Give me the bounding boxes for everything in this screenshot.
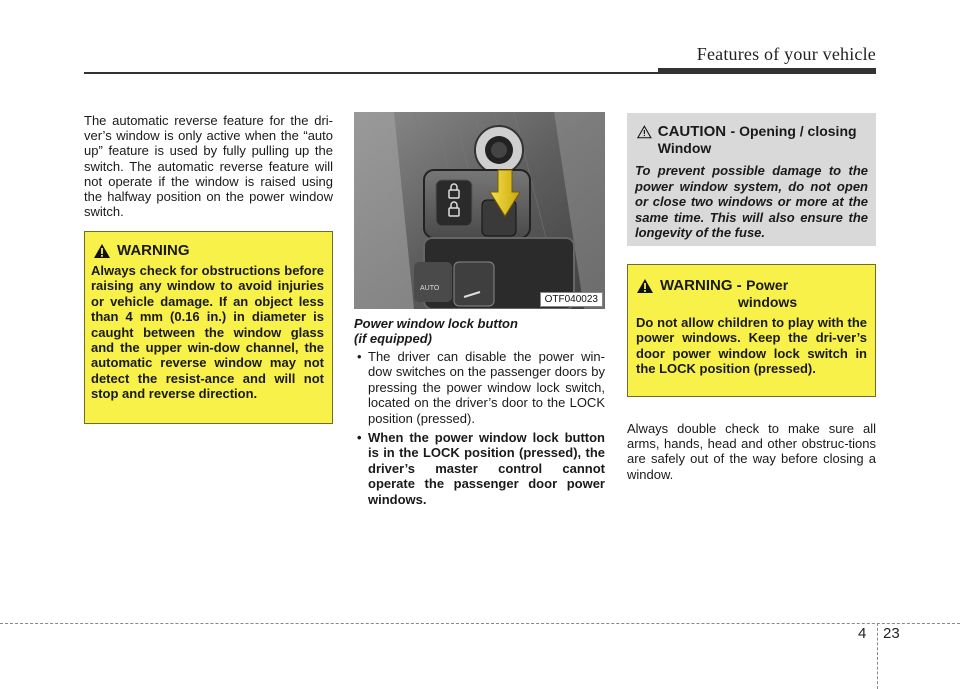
warning-title [93, 242, 324, 259]
caution-title-main: CAUTION [657, 123, 727, 140]
footer-divider [877, 623, 878, 689]
caution-triangle-icon [637, 124, 652, 140]
figure-id: OTF040023 [540, 292, 603, 307]
svg-text:AUTO: AUTO [420, 285, 440, 292]
double-check-paragraph: Always double check to make sure all arms, hands, head and other obstruc-tions are safely out of the way before closing a window. [627, 421, 876, 482]
caution-title-sub: - Opening / closing Window [657, 123, 857, 156]
warning2-title-sub-1: Power [746, 277, 789, 293]
auto-reverse-paragraph: The automatic reverse feature for the dri-ver’s window is only active when the “auto up” feature is used by fully pulling up the switch. The automatic reverse feature will not operate if the window is raised using the halfway position on the power window switch. [84, 113, 333, 220]
warning2-title-main: WARNING - [660, 277, 742, 294]
caution-text: To prevent possible damage to the power window system, do not open or close two windows or more at the same time. This will also ensure the longevity of the fuse. [635, 163, 868, 240]
door-panel-illustration [354, 112, 605, 309]
footer-rule [0, 623, 960, 624]
bullet-disable-switches: • The driver can disable the power win-dow switches on the passenger doors by pressing the power window lock switch, located on the driver’s door to the LOCK position (pressed). [354, 349, 605, 426]
power-window-lock-photo [354, 112, 605, 309]
warning-triangle-icon [636, 278, 654, 294]
caution-title [635, 123, 868, 157]
page-number: 23 [883, 625, 900, 642]
section-title: Features of your vehicle [696, 44, 876, 64]
warning2-title [636, 277, 867, 311]
warning-text: Always check for obstructions before raising any window to avoid injuries or vehicle damage. If an object less than 4 mm (0.16 in.) in diameter is caught between the window glass and the upper win-dow channel, the automatic reverse window may not detect the resist-ance and will not stop and reverse direction. [91, 263, 324, 402]
header-rule-accent [658, 68, 876, 73]
caution-box [627, 113, 876, 246]
bullet-lock-position: • When the power window lock button is in the LOCK position (pressed), the driver’s master control cannot operate the passenger door power windows. [354, 430, 605, 507]
lock-bullets [354, 349, 605, 511]
caption-line-2: (if equipped) [354, 331, 432, 346]
caption-line-1: Power window lock button [354, 316, 518, 331]
figure-caption [354, 316, 605, 346]
warning-triangle-icon [93, 243, 111, 259]
warning2-text: Do not allow children to play with the power windows. Keep the dri-ver’s door power window lock switch in the LOCK position (pressed). [636, 315, 867, 377]
warning-box-obstructions [84, 231, 333, 424]
chapter-number: 4 [858, 625, 867, 642]
warning-box-power-windows [627, 264, 876, 397]
warning-title-text: WARNING [117, 242, 190, 259]
warning2-title-sub-2: windows [738, 294, 798, 310]
